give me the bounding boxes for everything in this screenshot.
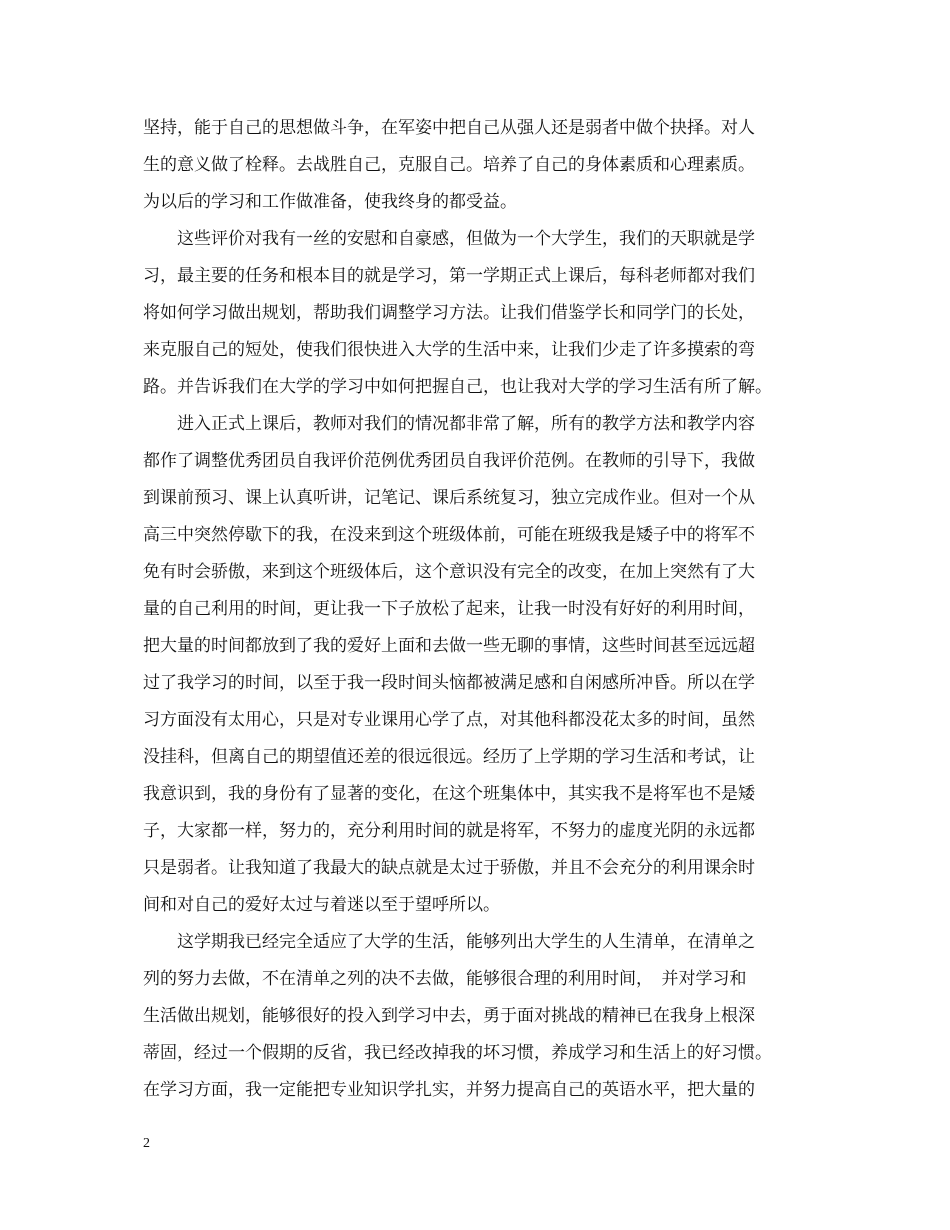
page-number: 2 — [143, 1136, 150, 1151]
text-line: 间和对自己的爱好太过与着迷以至于望呼所以。 — [143, 895, 500, 915]
text-line: 没挂科，但离自己的期望值还差的很远很远。经历了上学期的学习生活和考试，让 — [143, 747, 755, 767]
text-line: 习，最主要的任务和根本目的就是学习，第一学期正式上课后，每科老师都对我们 — [143, 266, 755, 286]
text-line: 路。并告诉我们在大学的学习中如何把握自己，也让我对大学的学习生活有所了解。 — [143, 377, 772, 397]
text-line: 在学习方面，我一定能把专业知识学扎实，并努力提高自己的英语水平，把大量的 — [143, 1080, 755, 1100]
text-line: 列的努力去做，不在清单之列的决不去做，能够很合理的利用时间， 并对学习和 — [143, 969, 747, 989]
text-line: 量的自己利用的时间，更让我一下子放松了起来，让我一时没有好好的利用时间， — [143, 599, 755, 619]
text-line: 只是弱者。让我知道了我最大的缺点就是太过于骄傲，并且不会充分的利用课余时 — [143, 858, 755, 878]
text-line: 习方面没有太用心，只是对专业课用心学了点，对其他科都没花太多的时间，虽然 — [143, 710, 755, 730]
paragraph-start-line: 进入正式上课后，教师对我们的情况都非常了解，所有的教学方法和教学内容 — [143, 414, 755, 434]
text-line: 把大量的时间都放到了我的爱好上面和去做一些无聊的事情，这些时间甚至远远超 — [143, 636, 755, 656]
text-line: 生的意义做了栓释。去战胜自己，克服自己。培养了自己的身体素质和心理素质。 — [143, 155, 755, 175]
text-line: 我意识到，我的身份有了显著的变化，在这个班集体中，其实我不是将军也不是矮 — [143, 784, 755, 804]
text-line: 来克服自己的短处，使我们很快进入大学的生活中来，让我们少走了许多摸索的弯 — [143, 340, 755, 360]
text-line: 生活做出规划，能够很好的投入到学习中去，勇于面对挑战的精神已在我身上根深 — [143, 1006, 755, 1026]
paragraph-start-line: 这学期我已经完全适应了大学的生活，能够列出大学生的人生清单，在清单之 — [143, 932, 755, 952]
text-line: 为以后的学习和工作做准备，使我终身的都受益。 — [143, 192, 517, 212]
text-line: 子，大家都一样，努力的，充分利用时间的就是将军，不努力的虚度光阴的永远都 — [143, 821, 755, 841]
text-line: 将如何学习做出规划，帮助我们调整学习方法。让我们借鉴学长和同学门的长处， — [143, 303, 755, 323]
text-line: 都作了调整优秀团员自我评价范例优秀团员自我评价范例。在教师的引导下，我做 — [143, 451, 755, 471]
paragraph-start-line: 这些评价对我有一丝的安慰和自豪感，但做为一个大学生，我们的天职就是学 — [143, 229, 755, 249]
text-line: 过了我学习的时间，以至于我一段时间头恼都被满足感和自闲感所冲昏。所以在学 — [143, 673, 755, 693]
text-line: 蒂固，经过一个假期的反省，我已经改掉我的坏习惯，养成学习和生活上的好习惯。 — [143, 1043, 772, 1063]
text-line: 坚持，能于自己的思想做斗争，在军姿中把自己从强人还是弱者中做个抉择。对人 — [143, 118, 755, 138]
text-line: 免有时会骄傲，来到这个班级体后，这个意识没有完全的改变，在加上突然有了大 — [143, 562, 755, 582]
text-line: 到课前预习、课上认真听讲，记笔记、课后系统复习，独立完成作业。但对一个从 — [143, 488, 755, 508]
text-line: 高三中突然停歇下的我，在没来到这个班级体前，可能在班级我是矮子中的将军不 — [143, 525, 755, 545]
